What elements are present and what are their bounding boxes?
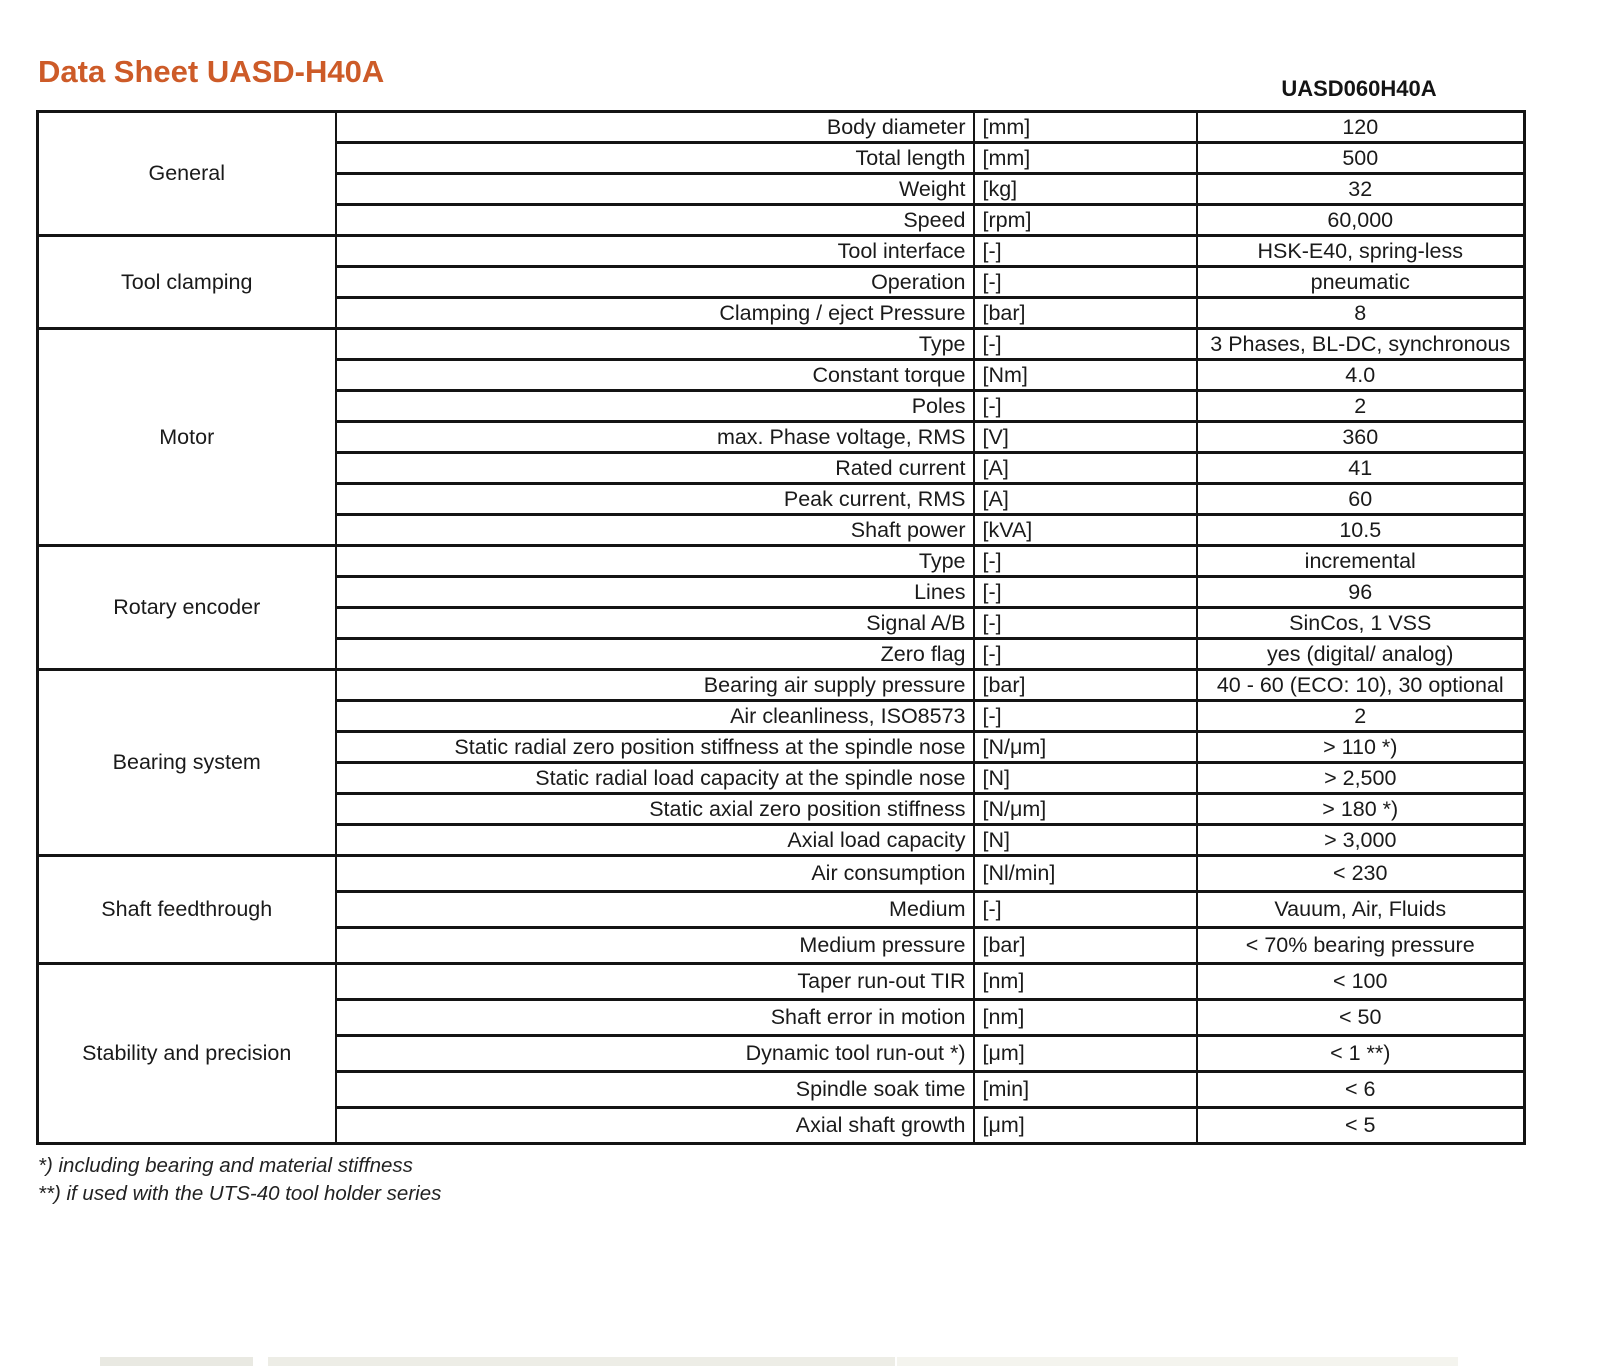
param-cell: Air cleanliness, ISO8573 — [336, 701, 974, 732]
param-cell: Type — [336, 546, 974, 577]
value-cell: < 100 — [1197, 964, 1525, 1000]
unit-cell: [kg] — [974, 174, 1197, 205]
value-cell: > 2,500 — [1197, 763, 1525, 794]
footnote-single-asterisk: *) including bearing and material stiffness — [38, 1154, 413, 1177]
unit-cell: [-] — [974, 236, 1197, 267]
value-cell: 3 Phases, BL-DC, synchronous — [1197, 329, 1525, 360]
param-cell: Bearing air supply pressure — [336, 670, 974, 701]
category-cell: Bearing system — [38, 670, 336, 856]
unit-cell: [Nl/min] — [974, 856, 1197, 892]
unit-cell: [-] — [974, 329, 1197, 360]
unit-cell: [rpm] — [974, 205, 1197, 236]
param-cell: Dynamic tool run-out *) — [336, 1036, 974, 1072]
unit-cell: [-] — [974, 608, 1197, 639]
unit-cell: [nm] — [974, 964, 1197, 1000]
unit-cell: [N/μm] — [974, 794, 1197, 825]
param-cell: Clamping / eject Pressure — [336, 298, 974, 329]
value-cell: 120 — [1197, 112, 1525, 143]
value-cell: < 230 — [1197, 856, 1525, 892]
category-cell: Rotary encoder — [38, 546, 336, 670]
unit-cell: [N] — [974, 825, 1197, 856]
value-cell: yes (digital/ analog) — [1197, 639, 1525, 670]
value-cell: < 70% bearing pressure — [1197, 928, 1525, 964]
table-row — [38, 329, 1525, 360]
param-cell: Static radial load capacity at the spindle nose — [336, 763, 974, 794]
unit-cell: [bar] — [974, 670, 1197, 701]
param-cell: Shaft error in motion — [336, 1000, 974, 1036]
model-column-header: UASD060H40A — [1281, 76, 1437, 101]
table-row — [38, 964, 1525, 1000]
table-row — [38, 236, 1525, 267]
param-cell: Speed — [336, 205, 974, 236]
unit-cell: [Nm] — [974, 360, 1197, 391]
param-cell: Axial shaft growth — [336, 1108, 974, 1144]
param-cell: Medium pressure — [336, 928, 974, 964]
value-cell: Vauum, Air, Fluids — [1197, 892, 1525, 928]
value-cell: < 5 — [1197, 1108, 1525, 1144]
category-cell: Stability and precision — [38, 964, 336, 1144]
unit-cell: [mm] — [974, 143, 1197, 174]
unit-cell: [V] — [974, 422, 1197, 453]
footnotes — [38, 1152, 441, 1208]
value-cell: 4.0 — [1197, 360, 1525, 391]
unit-cell: [N/μm] — [974, 732, 1197, 763]
unit-cell: [A] — [974, 484, 1197, 515]
unit-cell: [-] — [974, 639, 1197, 670]
unit-cell: [-] — [974, 701, 1197, 732]
param-cell: Rated current — [336, 453, 974, 484]
table-row — [38, 112, 1525, 143]
unit-cell: [μm] — [974, 1108, 1197, 1144]
unit-cell: [nm] — [974, 1000, 1197, 1036]
value-cell: 2 — [1197, 701, 1525, 732]
param-cell: Tool interface — [336, 236, 974, 267]
value-cell: 32 — [1197, 174, 1525, 205]
unit-cell: [-] — [974, 546, 1197, 577]
param-cell: max. Phase voltage, RMS — [336, 422, 974, 453]
unit-cell: [bar] — [974, 928, 1197, 964]
param-cell: Lines — [336, 577, 974, 608]
unit-cell: [bar] — [974, 298, 1197, 329]
footer-bar-segment — [100, 1357, 253, 1366]
category-cell: Tool clamping — [38, 236, 336, 329]
unit-cell: [-] — [974, 267, 1197, 298]
param-cell: Zero flag — [336, 639, 974, 670]
unit-cell: [μm] — [974, 1036, 1197, 1072]
page-title: Data Sheet UASD-H40A — [38, 54, 385, 89]
unit-cell: [-] — [974, 577, 1197, 608]
value-cell: < 6 — [1197, 1072, 1525, 1108]
value-cell: pneumatic — [1197, 267, 1525, 298]
param-cell: Peak current, RMS — [336, 484, 974, 515]
value-cell: 360 — [1197, 422, 1525, 453]
table-row — [38, 856, 1525, 892]
param-cell: Medium — [336, 892, 974, 928]
param-cell: Taper run-out TIR — [336, 964, 974, 1000]
value-cell: SinCos, 1 VSS — [1197, 608, 1525, 639]
value-cell: 40 - 60 (ECO: 10), 30 optional — [1197, 670, 1525, 701]
value-cell: 8 — [1197, 298, 1525, 329]
unit-cell: [mm] — [974, 112, 1197, 143]
param-cell: Body diameter — [336, 112, 974, 143]
value-cell: 60,000 — [1197, 205, 1525, 236]
table-row — [38, 546, 1525, 577]
param-cell: Signal A/B — [336, 608, 974, 639]
table-row — [38, 670, 1525, 701]
param-cell: Constant torque — [336, 360, 974, 391]
param-cell: Static radial zero position stiffness at the spindle nose — [336, 732, 974, 763]
param-cell: Poles — [336, 391, 974, 422]
value-cell: 2 — [1197, 391, 1525, 422]
param-cell: Weight — [336, 174, 974, 205]
footer-bar-segment — [897, 1357, 1458, 1366]
value-cell: 41 — [1197, 453, 1525, 484]
param-cell: Axial load capacity — [336, 825, 974, 856]
param-cell: Shaft power — [336, 515, 974, 546]
category-cell: Motor — [38, 329, 336, 546]
value-cell: > 110 *) — [1197, 732, 1525, 763]
category-cell: Shaft feedthrough — [38, 856, 336, 964]
unit-cell: [min] — [974, 1072, 1197, 1108]
unit-cell: [N] — [974, 763, 1197, 794]
category-cell: General — [38, 112, 336, 236]
value-cell: < 50 — [1197, 1000, 1525, 1036]
footer-bar-segment — [268, 1357, 895, 1366]
value-cell: 500 — [1197, 143, 1525, 174]
param-cell: Type — [336, 329, 974, 360]
unit-cell: [-] — [974, 391, 1197, 422]
value-cell: > 3,000 — [1197, 825, 1525, 856]
value-cell: HSK-E40, spring-less — [1197, 236, 1525, 267]
page-footer-strip — [0, 1357, 1610, 1367]
spec-table — [36, 110, 1526, 1145]
value-cell: 96 — [1197, 577, 1525, 608]
param-cell: Spindle soak time — [336, 1072, 974, 1108]
value-cell: incremental — [1197, 546, 1525, 577]
value-cell: < 1 **) — [1197, 1036, 1525, 1072]
value-cell: 10.5 — [1197, 515, 1525, 546]
param-cell: Total length — [336, 143, 974, 174]
unit-cell: [A] — [974, 453, 1197, 484]
value-cell: 60 — [1197, 484, 1525, 515]
unit-cell: [-] — [974, 892, 1197, 928]
footnote-double-asterisk: **) if used with the UTS-40 tool holder series — [38, 1182, 442, 1205]
param-cell: Static axial zero position stiffness — [336, 794, 974, 825]
param-cell: Air consumption — [336, 856, 974, 892]
value-cell: > 180 *) — [1197, 794, 1525, 825]
unit-cell: [kVA] — [974, 515, 1197, 546]
param-cell: Operation — [336, 267, 974, 298]
